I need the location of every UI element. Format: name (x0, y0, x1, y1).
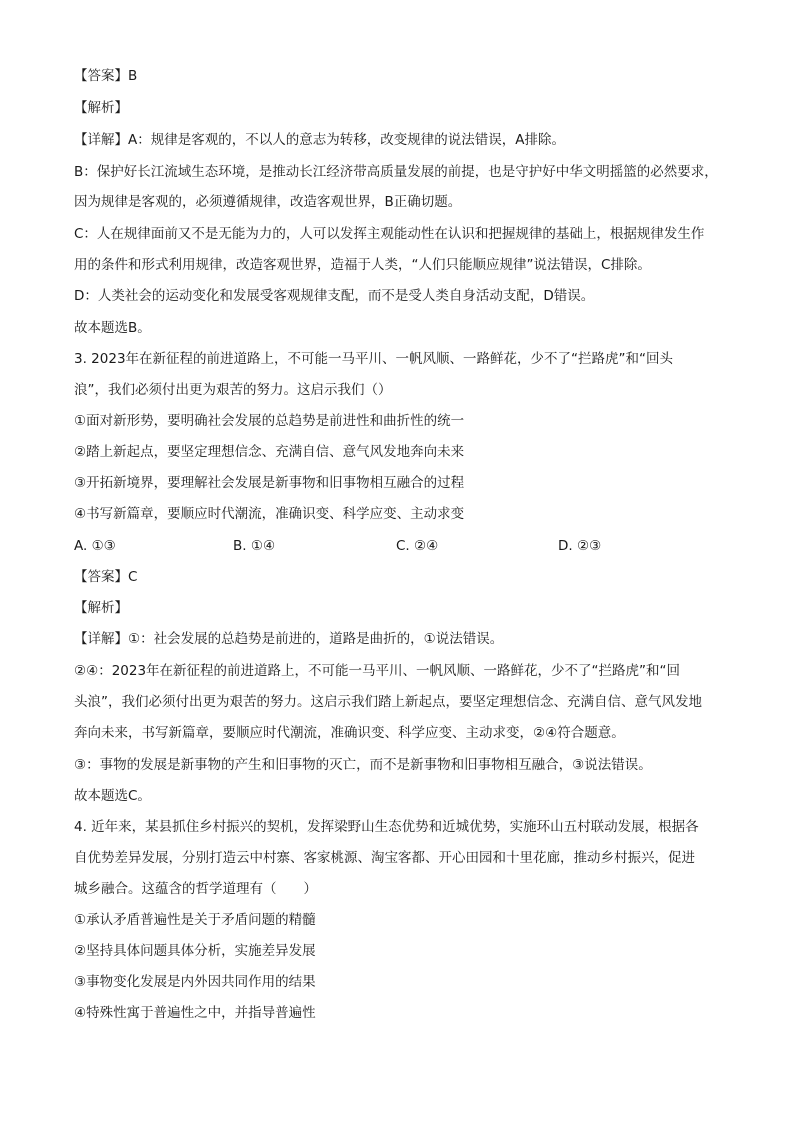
q2-detail-line: 因为规律是客观的，必须遵循规律，改造客观世界，B正确切题。 (74, 194, 462, 210)
q3-option-c: C. ②④ (396, 538, 439, 554)
q2-detail-line: B：保护好长江流域生态环境，是推动长江经济带高质量发展的前提，也是守护好中华文明摇篮的必然要求， (74, 164, 718, 180)
q3-stem-line: 浪”，我们必须付出更为艰苦的努力。这启示我们（） (74, 382, 392, 398)
q4-statement: ③事物变化发展是内外因共同作用的结果 (74, 974, 316, 990)
q2-detail-line: 【详解】A：规律是客观的，不以人的意志为转移，改变规律的说法错误，A排除。 (74, 132, 565, 148)
q2-answer: 【答案】B (74, 68, 138, 84)
q2-detail-line: 故本题选B。 (74, 320, 151, 336)
q4-stem-line: 城乡融合。这蕴含的哲学道理有（ ） (74, 881, 317, 897)
q4-stem-line: 4. 近年来，某县抓住乡村振兴的契机，发挥梁野山生态优势和近城优势，实施环山五村联动发展，根据各 (74, 819, 699, 835)
q3-detail-line: 故本题选C。 (74, 788, 151, 804)
q3-statement: ①面对新形势，要明确社会发展的总趋势是前进性和曲折性的统一 (74, 413, 465, 429)
q3-option-d: D. ②③ (558, 538, 602, 554)
q4-statement: ①承认矛盾普遍性是关于矛盾问题的精髓 (74, 912, 316, 928)
q3-detail-line: 头浪”，我们必须付出更为艰苦的努力。这启示我们踏上新起点，要坚定理想信念、充满自信、意气风发地 (74, 694, 702, 710)
q3-option-b: B. ①④ (233, 538, 276, 554)
q4-statement: ②坚持具体问题具体分析，实施差异发展 (74, 943, 316, 959)
q2-detail-line: D：人类社会的运动变化和发展受客观规律支配，而不是受人类自身活动支配，D错误。 (74, 288, 595, 304)
q3-option-a: A. ①③ (74, 538, 116, 554)
q3-detail-line: ②④：2023年在新征程的前进道路上，不可能一马平川、一帆风顺、一路鲜花，少不了“拦路虎”和“回 (74, 663, 681, 679)
q3-detail-line: 【详解】①：社会发展的总趋势是前进的，道路是曲折的，①说法错误。 (74, 631, 504, 647)
q3-analysis-heading: 【解析】 (74, 600, 128, 616)
q3-statement: ③开拓新境界，要理解社会发展是新事物和旧事物相互融合的过程 (74, 475, 465, 491)
q4-statement: ④特殊性寓于普遍性之中，并指导普遍性 (74, 1005, 316, 1021)
q2-analysis-heading: 【解析】 (74, 100, 128, 116)
q4-stem-line: 自优势差异发展，分别打造云中村寨、客家桃源、淘宝客都、开心田园和十里花廊，推动乡村振兴，促进 (74, 850, 695, 866)
q2-detail-line: 用的条件和形式利用规律，改造客观世界，造福于人类，“人们只能顺应规律”说法错误，C排除。 (74, 257, 651, 273)
q3-answer: 【答案】C (74, 569, 138, 585)
q3-detail-line: 奔向未来，书写新篇章，要顺应时代潮流，准确识变、科学应变、主动求变，②④符合题意。 (74, 725, 625, 741)
q3-statement: ②踏上新起点，要坚定理想信念、充满自信、意气风发地奔向未来 (74, 444, 465, 460)
q3-statement: ④书写新篇章，要顺应时代潮流，准确识变、科学应变、主动求变 (74, 506, 465, 522)
q2-detail-line: C：人在规律面前又不是无能为力的，人可以发挥主观能动性在认识和把握规律的基础上，根据规律发生作 (74, 226, 705, 242)
q3-stem-line: 3. 2023年在新征程的前进道路上，不可能一马平川、一帆风顺、一路鲜花，少不了“拦路虎”和“回头 (74, 351, 674, 367)
q3-detail-line: ③：事物的发展是新事物的产生和旧事物的灭亡，而不是新事物和旧事物相互融合，③说法错误。 (74, 757, 652, 773)
